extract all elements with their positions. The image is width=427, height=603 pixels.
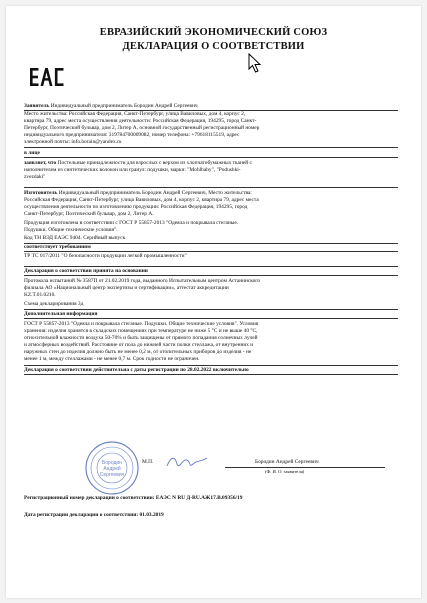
basis-line3: KZ.T.01.0210. [24,292,56,298]
manufacturer-line6: Подушки. Общие технические условия". [24,227,118,233]
registration-number-label: Регистрационный номер декларации о соответствии: [24,495,156,501]
applicant-line0 [24,103,398,110]
registration-date-value: 01.03.2019 [139,512,164,518]
manufacturer-text: Индивидуальный предприниматель Бородин Андрей Сергеевич, Место жительства: [57,190,252,196]
applicant-line4: индивидуального предпринимателя: 319784700009082, номер телефона: +79618115519, адрес [24,132,240,138]
divider [24,365,398,366]
applicant-lead: Заявитель [24,103,50,109]
stamp-line3: Сергеевич [99,472,125,478]
in-person-label: в лице [24,150,40,156]
requirements-text: ТР ТС 017/2011 "О безопасности продукции легкой промышленности" [24,253,187,259]
additional-line2: хранения: изделия хранятся в складских помещениях при температуре не ниже 5 °С и не выше 40 °С, [24,328,258,334]
document-title-line1: ЕВРАЗИЙСКИЙ ЭКОНОМИЧЕСКИЙ СОЮЗ [99,27,328,38]
additional-heading: Дополнительная информация [24,311,98,317]
declares-text: Постельные принадлежности для взрослых с верхом из хлопчатобумажных тканей с [56,160,252,166]
registration-number-value: ЕАЭС N RU Д-RU.АЖ17.В.09356/19 [155,495,243,501]
declares-line2: наполнителем из синтетических волокон или гранул: подушки, марки: "Mohlbaby", "Podushki- [24,167,241,173]
declares-line1 [24,160,398,167]
mp-label: М.П. [142,459,154,465]
declares-line3: zvezdaki" [24,174,46,180]
signatory-name: Бородин Андрей Сергеевич [255,459,319,465]
registration-date-label: Дата регистрации декларации о соответствии: [24,512,140,518]
signatory-caption: (Ф. И. О. заявителя) [265,469,305,474]
additional-line4: и атмосферных воздействий. Расстояние от пола до нижней части полки стеллажа, от внутренних и [24,342,254,348]
divider [24,275,398,276]
stamp-line2: Андрей [103,466,121,472]
manufacturer-line2: Российская Федерация, Санкт-Петербург, улица Вавиловых, дом 4, корпус 2, квартира 79, адрес места [24,197,259,203]
seal-stamp [84,440,140,496]
basis-line4: Схема декларирования 3д [24,301,84,307]
validity-text: Декларация о соответствии действительна с даты регистрации по 28.02.2022 включительно [24,367,249,373]
stamp-line1: Бородин [102,460,122,466]
divider [24,157,398,158]
divider [24,309,398,310]
basis-line2: филиала АО «Национальный центр экспертизы и сертификации», аттестат аккредитации [24,285,229,291]
divider [24,251,398,252]
applicant-line1: Место жительства: Российская Федерация, Санкт-Петербург, улица Вавиловых, дом 4, корпус 2, [24,111,246,117]
divider [24,147,398,148]
divider [24,318,398,319]
signature-underline [225,467,385,468]
manufacturer-line7: Код ТН ВЭД ЕАЭС 9404. Серийный выпуск [24,235,126,241]
manufacturer-line3: осуществления деятельности по изготовлению продукции: Российская Федерация, 194295, город [24,204,248,210]
divider [24,187,398,188]
manufacturer-line5: Продукция изготовлена в соответствии с ГОСТ Р 55857-2013 "Одеяла и покрывала стеганые. [24,220,239,226]
manufacturer-lead: Изготовитель [24,190,58,196]
declares-lead: заявляет, что [24,160,57,166]
applicant-line5: электронной почты: info.borain@yandex.ru [24,139,122,145]
additional-line5: наружных стен до изделия должно быть не менее 0,2 м, от отопительных приборов до изделия - не [24,349,252,355]
document-title-line2: ДЕКЛАРАЦИЯ О СООТВЕТСТВИИ [122,41,305,52]
additional-line6: менее 1 м, между стеллажами - не менее 0,7 м. Срок годности не ограничен. [24,356,200,362]
requirements-heading: соответствует требованиям [24,244,91,250]
registration-date-row [24,512,398,519]
divider [24,374,398,375]
basis-heading: Декларация о соответствии принята на основании [24,268,148,274]
manufacturer-line1 [24,190,398,197]
applicant-line3: Петербург, Поэтический бульвар, дом 2, Литер А, основной государственный регистрационный номер [24,125,260,131]
additional-line3: относительной влажности воздуха 50-70% и быть защищены от прямого попадания солнечных лучей [24,335,258,341]
applicant-name: Индивидуальный предприниматель Бородин Андрей Сергеевич [49,103,198,109]
divider [24,266,398,267]
mouse-pointer-icon [248,53,262,73]
eac-logo [30,68,64,86]
additional-line1: ГОСТ Р 55857-2013 "Одеяла и покрывала стеганые. Подушки. Общие технические условия". Условия [24,321,259,327]
registration-number-row [24,495,398,502]
applicant-line2: квартира 79, адрес места осуществления деятельности: Российская Федерация, 194295, город Санкт- [24,118,257,124]
manufacturer-line4: Санкт-Петербург, Поэтический бульвар, дом 2, Литер А. [24,211,154,217]
basis-line1: Протокола испытаний № 3587П от 21.02.2019 года, выданного Испытательным центром Астанинского [24,278,261,284]
